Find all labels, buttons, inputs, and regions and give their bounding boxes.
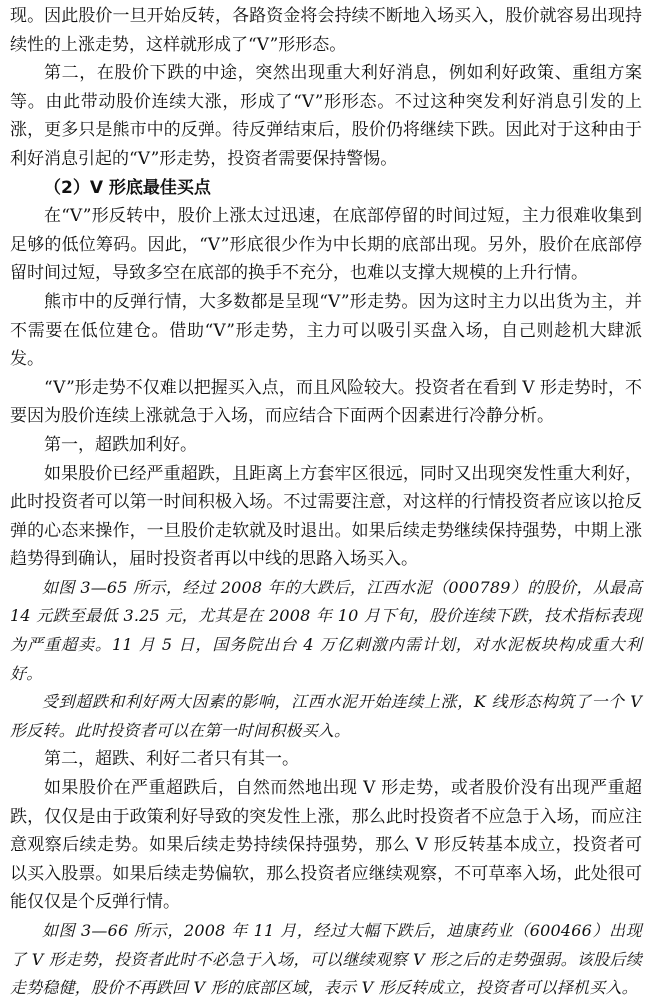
paragraph-second-case: 第二，在股价下跌的中途，突然出现重大利好消息，例如利好政策、重组方案等。由此带动股价连续大涨，形成了“V”形形态。不过这种突发利好消息引发的上涨，更多只是熊市中的反弹。待反弹结束后，股价仍将继续下跌。因此对于这种由于利好消息引起的“V”形走势，投资者需要保持警惕。 bbox=[10, 63, 642, 169]
paragraph-oversold-good-news: 如果股价已经严重超跌，且距离上方套牢区很远，同时又出现突发性重大利好，此时投资者可以第一时间积极入场。不过需要注意，对这样的行情投资者应该以抢反弹的心态来操作，一旦股价走软就及时退出。如果后续走势继续保持强势，中期上涨趋势得到确认，届时投资者再以中线的思路入场买入。 bbox=[10, 463, 642, 570]
paragraph-v-risk: “V”形走势不仅难以把握买入点，而且风险较大。投资者在看到 V 形走势时，不要因为股价连续上涨就急于入场，而应结合下面两个因素进行冷静分析。 bbox=[10, 377, 642, 427]
paragraph-factor-one: 第一，超跌加利好。 bbox=[44, 434, 197, 455]
paragraph-only-one-factor: 如果股价在严重超跌后，自然而然地出现 V 形走势，或者股价没有出现严重超跌，仅仅是由于政策利好导致的突发性上涨，那么此时投资者不应急于入场，而应注意观察后续走势。如果后续走势持续保持强势，那么 V 形反转基本成立，投资者可以买入股票。如果后续走势偏软，那么投资者应继续观察，不可草率入场，此处很可能仅仅是个反弹行情。 bbox=[10, 778, 642, 913]
paragraph-example-fig-3-65: 如图 3—65 所示，经过 2008 年的大跌后，江西水泥（000789）的股价，从最高 14 元跌至最低 3.25 元，尤其是在 2008 年 10 月下旬，股价连续下跌，技术指标表现为严重超卖。11 月 5 日，国务院出台 4 万亿刺激内需计划，对水泥板块构成重大利好。 bbox=[10, 577, 642, 683]
section-heading-v-bottom-buy-point: （2）V 形底最佳买点 bbox=[44, 177, 211, 198]
paragraph-factor-two: 第二，超跌、利好二者只有其一。 bbox=[44, 749, 299, 770]
paragraph-v-reversal: 在“V”形反转中，股价上涨太过迅速，在底部停留的时间过短，主力很难收集到足够的低位筹码。因此，“V”形底很少作为中长期的底部出现。另外，股价在底部停留时间过短，导致多空在底部的换手不充分，也难以支撑大规模的上升行情。 bbox=[10, 206, 642, 284]
paragraph-example-fig-3-66: 如图 3—66 所示，2008 年 11 月，经过大幅下跌后，迪康药业（600466）出现了 V 形走势，投资者此时不必急于入场，可以继续观察 V 形之后的走势强弱。该股后续走势稳健，股价不再跌回 V 形的底部区域，表示 V 形反转成立，投资者可以择机买入。 bbox=[10, 921, 642, 998]
paragraph-continuation: 现。因此股价一旦开始反转，各路资金将会持续不断地入场买入，股价就容易出现持续性的上涨走势，这样就形成了“V”形形态。 bbox=[10, 6, 642, 55]
paragraph-bear-market-rebound: 熊市中的反弹行情，大多数都是呈现“V”形走势。因为这时主力以出货为主，并不需要在低位建仓。借助“V”形走势，主力可以吸引买盘入场，自己则趁机大肆派发。 bbox=[10, 291, 642, 370]
paragraph-example-fig-3-65-continued: 受到超跌和利好两大因素的影响，江西水泥开始连续上涨，K 线形态构筑了一个 V 形反转。此时投资者可以在第一时间积极买入。 bbox=[10, 692, 642, 740]
